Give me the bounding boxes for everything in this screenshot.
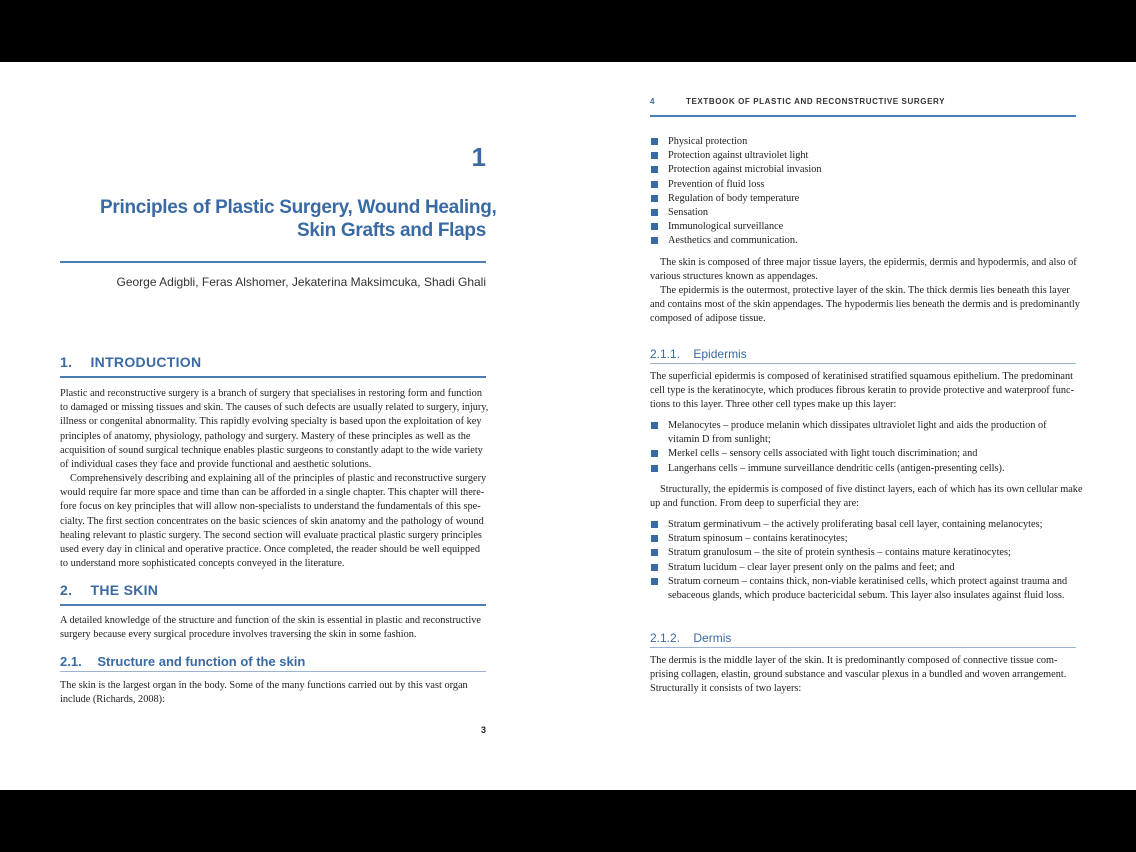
text-line: prising collagen, elastin, ground substance and vascular plexus in a bundled and woven arrangement. [650,669,1067,681]
text-line: The dermis is the middle layer of the skin. It is predominantly composed of connective tissue com- [650,655,1058,666]
chapter-number: 1 [471,142,486,172]
list-item [650,192,822,206]
page-number: 3 [480,725,486,735]
list-item [650,419,1047,433]
text-line: composed of adipose tissue. [650,313,766,325]
layers-paragraph-1 [650,256,1077,284]
bullet-square-icon [651,209,658,216]
bullet-square-icon [651,138,658,145]
text-line: to damaged or missing tissues and skin. The causes of such defects are usually related to surgery, injury, [60,402,489,414]
running-head-page-number: 4 [650,97,655,106]
running-head: TEXTBOOK OF PLASTIC AND RECONSTRUCTIVE SURGERY [686,97,946,106]
list-item [650,178,822,192]
section-title: INTRODUCTION [90,354,202,370]
bullet-square-icon [651,549,658,556]
intro-paragraph-1 [60,387,488,472]
text-line: Structurally, the epidermis is composed of five distinct layers, each of which has its own cellular make [660,484,1083,495]
section-number: 2.1. [60,654,82,669]
bullet-square-icon [651,422,658,429]
subsection-rule [650,363,1076,364]
cell-types-list [650,419,1047,476]
bullet-square-icon [651,450,658,457]
text-line: The superficial epidermis is composed of keratinised stratified squamous epithelium. The predominant [650,371,1074,382]
subsection-title: Epidermis [693,347,747,361]
text-line: fore focus on key principles that will allow non-specialists to understand the fundamentals of this spe- [60,501,481,513]
list-item-text: Stratum granulosum – the site of protein synthesis – contains mature keratinocytes; [668,547,1011,559]
text-line: illness or congenital abnormality. This rapidly evolving specialty is based upon the exploitation of key [60,416,482,428]
list-item [650,135,822,149]
list-item [650,163,822,177]
list-item-text: Stratum lucidum – clear layer present only on the palms and feet; and [668,561,955,573]
subsection-rule [650,647,1076,648]
list-item [650,447,1047,461]
list-item-text: Merkel cells – sensory cells associated with light touch discrimination; and [668,448,978,460]
list-item-text: Protection against microbial invasion [668,164,822,176]
text-line: Plastic and reconstructive surgery is a branch of surgery that specialises in restoring form and function [60,388,482,399]
list-item-text: Physical protection [668,136,748,147]
bullet-square-icon [651,564,658,571]
text-line: various structures known as appendages. [650,271,818,283]
left-page [0,62,568,790]
bullet-square-icon [651,152,658,159]
text-line: The skin is the largest organ in the body. Some of the many functions carried out by this vast organ [60,680,468,691]
section-title: THE SKIN [90,582,159,598]
text-line: to understand more sophisticated concepts conveyed in the literature. [60,558,345,570]
bullet-square-icon [651,521,658,528]
subsection-title: Dermis [693,631,732,645]
text-line: The skin is composed of three major tissue layers, the epidermis, dermis and hypodermis, and also of [660,257,1077,268]
text-line: healing relevant to plastic surgery. The second section will evaluate practical plastic surgery principles [60,529,482,541]
list-item [650,589,1067,603]
text-line: principles of anatomy, physiology, pathology and surgery. Mastery of these principles as well as the [60,430,471,442]
list-item [650,561,1067,575]
list-item-text: Immunological surveillance [668,221,784,233]
list-item [650,518,1067,532]
list-item [650,532,1067,546]
list-item [650,220,822,234]
list-item [650,149,822,163]
section-rule [60,376,486,378]
text-line: Comprehensively describing and explaining all of the principles of plastic and reconstructive surgery [70,473,487,484]
text-line: A detailed knowledge of the structure and function of the skin is essential in plastic and reconstructive [60,615,481,626]
chapter-title-line-2: Skin Grafts and Flaps [296,220,486,241]
text-line: include (Richards, 2008): [60,694,165,706]
list-item-text: sebaceous glands, which produce bactericidal sebum. This layer also insulates against fluid loss. [668,589,1065,601]
text-line: would require far more space and time than can be afforded in a single chapter. This chapter will there- [60,487,485,499]
list-item-text: Stratum germinativum – the actively proliferating basal cell layer, containing melanocytes; [668,519,1043,530]
chapter-title [100,196,497,242]
section-title: Structure and function of the skin [97,654,306,669]
list-item-text: Melanocytes – produce melanin which dissipates ultraviolet light and aids the production of [668,420,1047,431]
section-number: 2. [60,582,73,598]
chapter-authors: George Adigbli, Feras Alshomer, Jekaterina Maksimcuka, Shadi Ghali [116,275,486,289]
text-line: and contains most of the skin appendages. The hypodermis lies beneath the dermis and is predominantly [650,299,1080,311]
epidermal-layers-list [650,518,1067,603]
text-line: The epidermis is the outermost, protective layer of the skin. The thick dermis lies beneath this layer [660,285,1070,296]
list-item-text: Prevention of fluid loss [668,178,765,190]
text-line: of individual cases they face and provide functional and aesthetic solutions. [60,458,372,470]
list-item [650,234,822,248]
list-item [650,462,1047,476]
list-item [650,433,1047,447]
list-item-text: Langerhans cells – immune surveillance dendritic cells (antigen-presenting cells). [668,462,1005,474]
bullet-square-icon [651,465,658,472]
list-item [650,575,1067,589]
layers-paragraph-2 [650,284,1080,327]
subsection-number: 2.1.1. [650,347,681,361]
section-rule [60,604,486,606]
text-line: cialty. The first section concentrates on the basic sciences of skin anatomy and the pathology of wound [60,515,484,527]
section-heading-the-skin [60,582,158,598]
chapter-title-rule [60,261,486,263]
list-item-text: Sensation [668,206,709,218]
running-head-rule [650,115,1076,117]
text-line: acquisition of sound surgical technique enables plastic surgeons to constantly adapt to the wide variety [60,444,483,456]
section-heading-structure-function [60,654,305,669]
bullet-square-icon [651,535,658,542]
subsection-rule [60,671,486,672]
text-line: used every day in clinical and operative practice. Once completed, the reader should be well equipped [60,543,480,555]
list-item-text: Aesthetics and communication. [668,235,798,247]
bullet-square-icon [651,181,658,188]
right-page [568,62,1136,790]
text-line: up and function. From deep to superficial they are: [650,498,860,510]
subsection-heading-dermis [650,631,731,645]
bullet-square-icon [651,195,658,202]
skin-functions-list [650,135,822,249]
section-number: 1. [60,354,73,370]
intro-paragraph-2 [60,472,486,571]
bullet-square-icon [651,237,658,244]
book-spread [0,62,1136,790]
text-line: surgery because every surgical procedure involves traversing the skin in some fashion. [60,629,417,641]
text-line: tions to this layer. Three other cell types make up this layer: [650,399,897,411]
list-item [650,206,822,220]
bullet-square-icon [651,223,658,230]
list-item-text: Protection against ultraviolet light [668,150,809,162]
structure-paragraph [60,679,468,707]
subsection-heading-epidermis [650,347,747,361]
section-heading-introduction [60,354,201,370]
list-item-text: Regulation of body temperature [668,192,800,204]
list-item-text: Stratum spinosum – contains keratinocytes; [668,533,848,545]
list-item [650,546,1067,560]
subsection-number: 2.1.2. [650,631,681,645]
chapter-title-line-1: Principles of Plastic Surgery, Wound Healing, [100,197,497,218]
dermis-paragraph [650,654,1066,697]
text-line: cell type is the keratinocyte, which produces fibrous keratin to provide protective and waterproof func- [650,385,1075,397]
epidermis-paragraph [650,370,1074,413]
bullet-square-icon [651,578,658,585]
list-item-text: vitamin D from sunlight; [668,434,771,446]
skin-paragraph [60,614,481,642]
text-line: Structurally it consists of two layers: [650,683,802,695]
list-item-text: Stratum corneum – contains thick, non-viable keratinised cells, which protect against trauma and [668,575,1068,587]
structurally-paragraph [650,483,1083,511]
bullet-square-icon [651,166,658,173]
